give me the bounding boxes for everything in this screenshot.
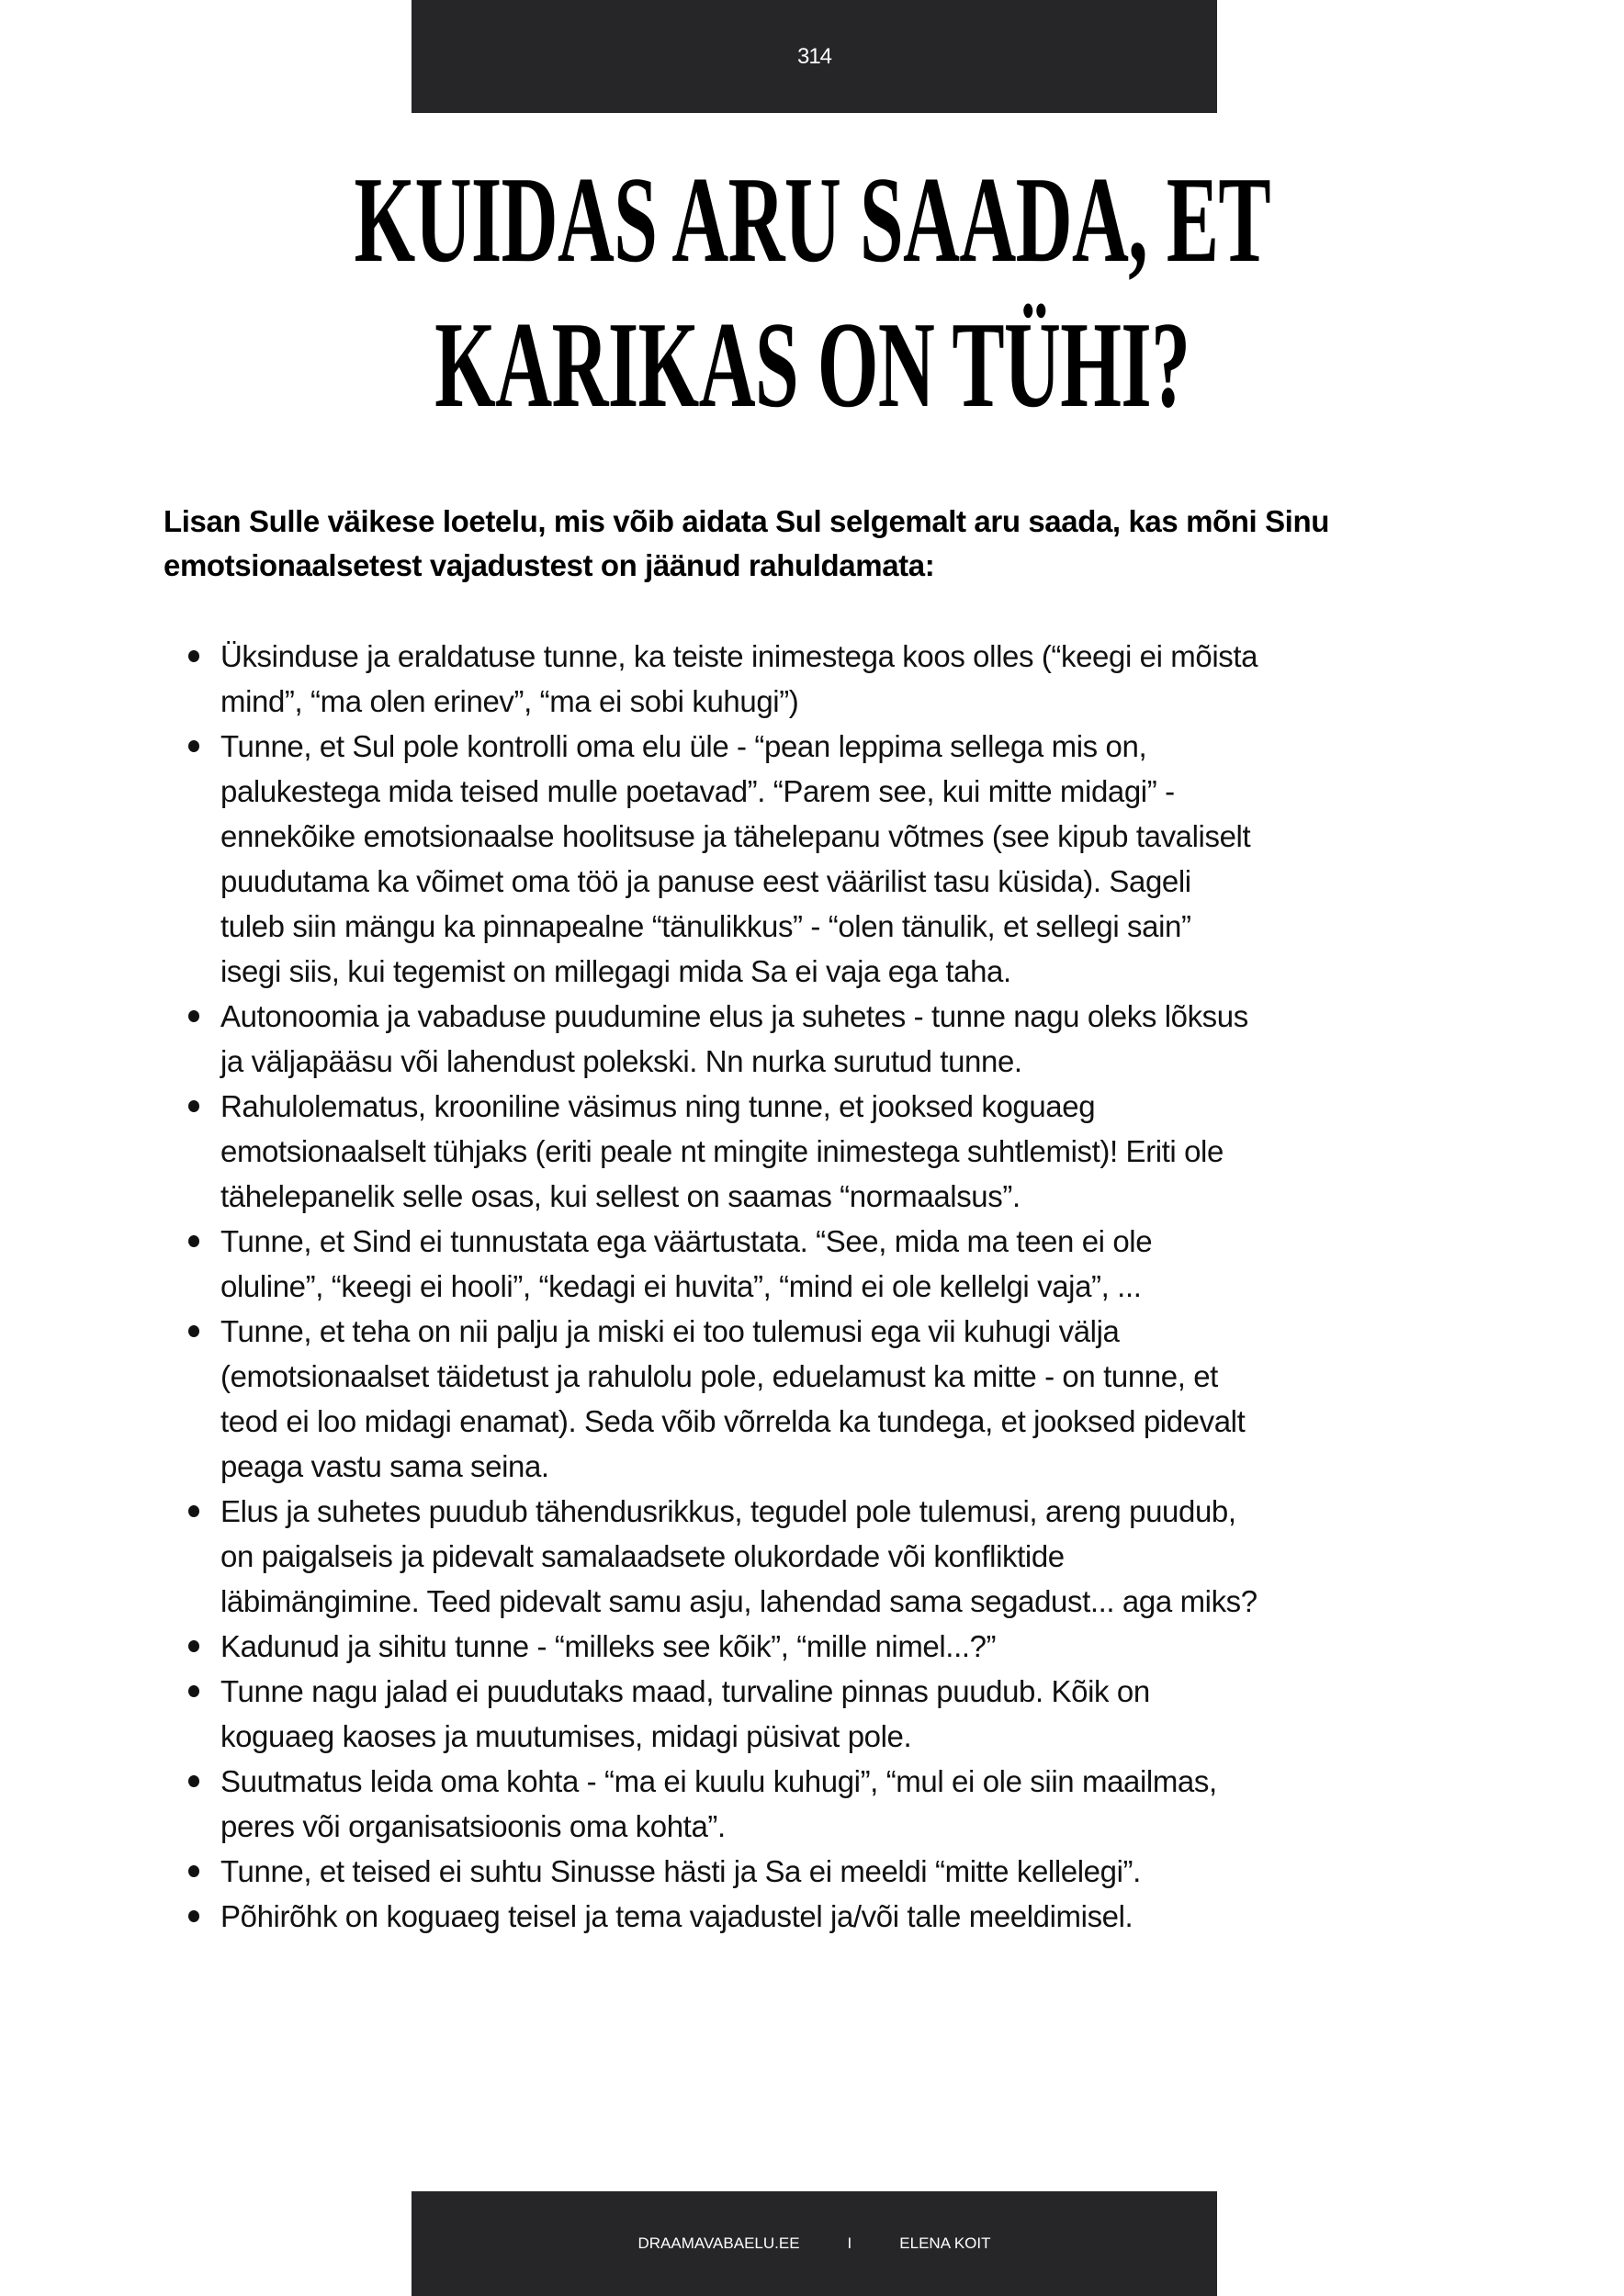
list-item-line: palukestega mida teised mulle poetavad”. “Parem see, kui mitte midagi” - — [220, 774, 1175, 808]
list-item-line: Suutmatus leida oma kohta - “ma ei kuulu kuhugi”, “mul ei ole siin maailmas, — [220, 1764, 1217, 1798]
page-number: 314 — [796, 43, 832, 69]
list-item-line: Üksinduse ja eraldatuse tunne, ka teiste inimestega koos olles (“keegi ei mõista — [220, 639, 1258, 673]
list-item-line: ennekõike emotsionaalse hoolitsuse ja tähelepanu võtmes (see kipub tavaliselt — [220, 819, 1251, 853]
list-item-line: Tunne, et Sind ei tunnustata ega väärtustata. “See, mida ma teen ei ole — [220, 1224, 1153, 1258]
list-item-line: on paigalseis ja pidevalt samalaadsete olukordade või konfliktide — [220, 1539, 1065, 1573]
footer-author: ELENA KOIT — [899, 2234, 991, 2252]
list-item-line: peaga vastu sama seina. — [220, 1449, 549, 1483]
bullet-icon — [188, 1010, 199, 1022]
list-item-line: läbimängimine. Teed pidevalt samu asju, lahendad sama segadust... aga miks? — [220, 1584, 1257, 1618]
list-item-line: Tunne nagu jalad ei puudutaks maad, turvaline pinnas puudub. Kõik on — [220, 1674, 1150, 1708]
list-item-line: peres või organisatsioonis oma kohta”. — [220, 1809, 726, 1843]
list-item-line: (emotsionaalset täidetust ja rahulolu pole, eduelamust ka mitte - on tunne, et — [220, 1359, 1218, 1393]
intro-line: Lisan Sulle väikese loetelu, mis võib aidata Sul selgemalt aru saada, kas mõni Sinu — [164, 504, 1329, 538]
list-item-line: mind”, “ma olen erinev”, “ma ei sobi kuhugi”) — [220, 684, 799, 718]
list-item-line: emotsionaalselt tühjaks (eriti peale nt mingite inimestega suhtlemist)! Eriti ole — [220, 1134, 1224, 1168]
list-item — [188, 1849, 1257, 1894]
bullet-icon — [188, 740, 199, 752]
bullet-icon — [188, 1865, 199, 1877]
list-item-line: Tunne, et teha on nii palju ja miski ei too tulemusi ega vii kuhugi välja — [220, 1314, 1120, 1348]
list-item — [188, 1309, 1257, 1489]
bullet-icon — [188, 650, 199, 662]
list-item-line: Põhirõhk on koguaeg teisel ja tema vajadustel ja/või talle meeldimisel. — [220, 1899, 1133, 1933]
list-item — [188, 1624, 1257, 1669]
list-item — [188, 1759, 1257, 1849]
footer-site: DRAAMAVABAELU.EE — [637, 2234, 800, 2252]
list-item-line: Autonoomia ja vabaduse puudumine elus ja suhetes - tunne nagu oleks lõksus — [220, 999, 1248, 1033]
list-item-line: teod ei loo midagi enamat). Seda võib võrrelda ka tundega, et jooksed pidevalt — [220, 1404, 1246, 1438]
bullet-icon — [188, 1685, 199, 1697]
bullet-list — [188, 634, 1257, 1939]
intro-line: emotsionaalsetest vajadustest on jäänud rahuldamata: — [164, 548, 935, 582]
intro-paragraph — [164, 500, 1329, 588]
bullet-icon — [188, 1505, 199, 1517]
list-item-line: Kadunud ja sihitu tunne - “milleks see kõik”, “mille nimel...?” — [220, 1629, 997, 1663]
bullet-icon — [188, 1910, 199, 1922]
list-item-line: ja väljapääsu või lahendust polekski. Nn nurka surutud tunne. — [220, 1044, 1022, 1078]
list-item-line: Tunne, et teised ei suhtu Sinusse hästi ja Sa ei meeldi “mitte kellelegi”. — [220, 1854, 1141, 1888]
title-line: KARIKAS ON TÜHI? — [434, 297, 1190, 433]
list-item-line: puudutama ka võimet oma töö ja panuse eest väärilist tasu küsida). Sageli — [220, 864, 1191, 898]
list-item — [188, 1219, 1257, 1309]
list-item-line: Rahulolematus, krooniline väsimus ning tunne, et jooksed koguaeg — [220, 1089, 1096, 1123]
list-item-line: tuleb siin mängu ka pinnapealne “tänulikkus” - “olen tänulik, et sellegi sain” — [220, 909, 1191, 943]
list-item-line: isegi siis, kui tegemist on millegagi mida Sa ei vaja ega taha. — [220, 954, 1011, 988]
list-item-line: tähelepanelik selle osas, kui sellest on saamas “normaalsus”. — [220, 1179, 1021, 1213]
list-item-line: koguaeg kaoses ja muutumises, midagi püsivat pole. — [220, 1719, 912, 1753]
bullet-icon — [188, 1775, 199, 1787]
header-bar — [412, 0, 1217, 113]
page-title — [0, 147, 1624, 437]
footer-bar — [412, 2191, 1217, 2296]
bullet-icon — [188, 1100, 199, 1112]
title-line: KUIDAS ARU SAADA, ET — [354, 152, 1270, 287]
list-item — [188, 724, 1257, 994]
footer-separator: I — [847, 2234, 852, 2252]
list-item — [188, 1669, 1257, 1759]
bullet-icon — [188, 1325, 199, 1337]
list-item — [188, 994, 1257, 1084]
list-item — [188, 1894, 1257, 1939]
list-item — [188, 1084, 1257, 1219]
list-item-line: Tunne, et Sul pole kontrolli oma elu üle - “pean leppima sellega mis on, — [220, 729, 1147, 763]
bullet-icon — [188, 1640, 199, 1652]
list-item-line: Elus ja suhetes puudub tähendusrikkus, tegudel pole tulemusi, areng puudub, — [220, 1494, 1236, 1528]
list-item-line: oluline”, “keegi ei hooli”, “kedagi ei huvita”, “mind ei ole kellelgi vaja”, ... — [220, 1269, 1142, 1303]
bullet-icon — [188, 1235, 199, 1247]
list-item — [188, 1489, 1257, 1624]
list-item — [188, 634, 1257, 724]
